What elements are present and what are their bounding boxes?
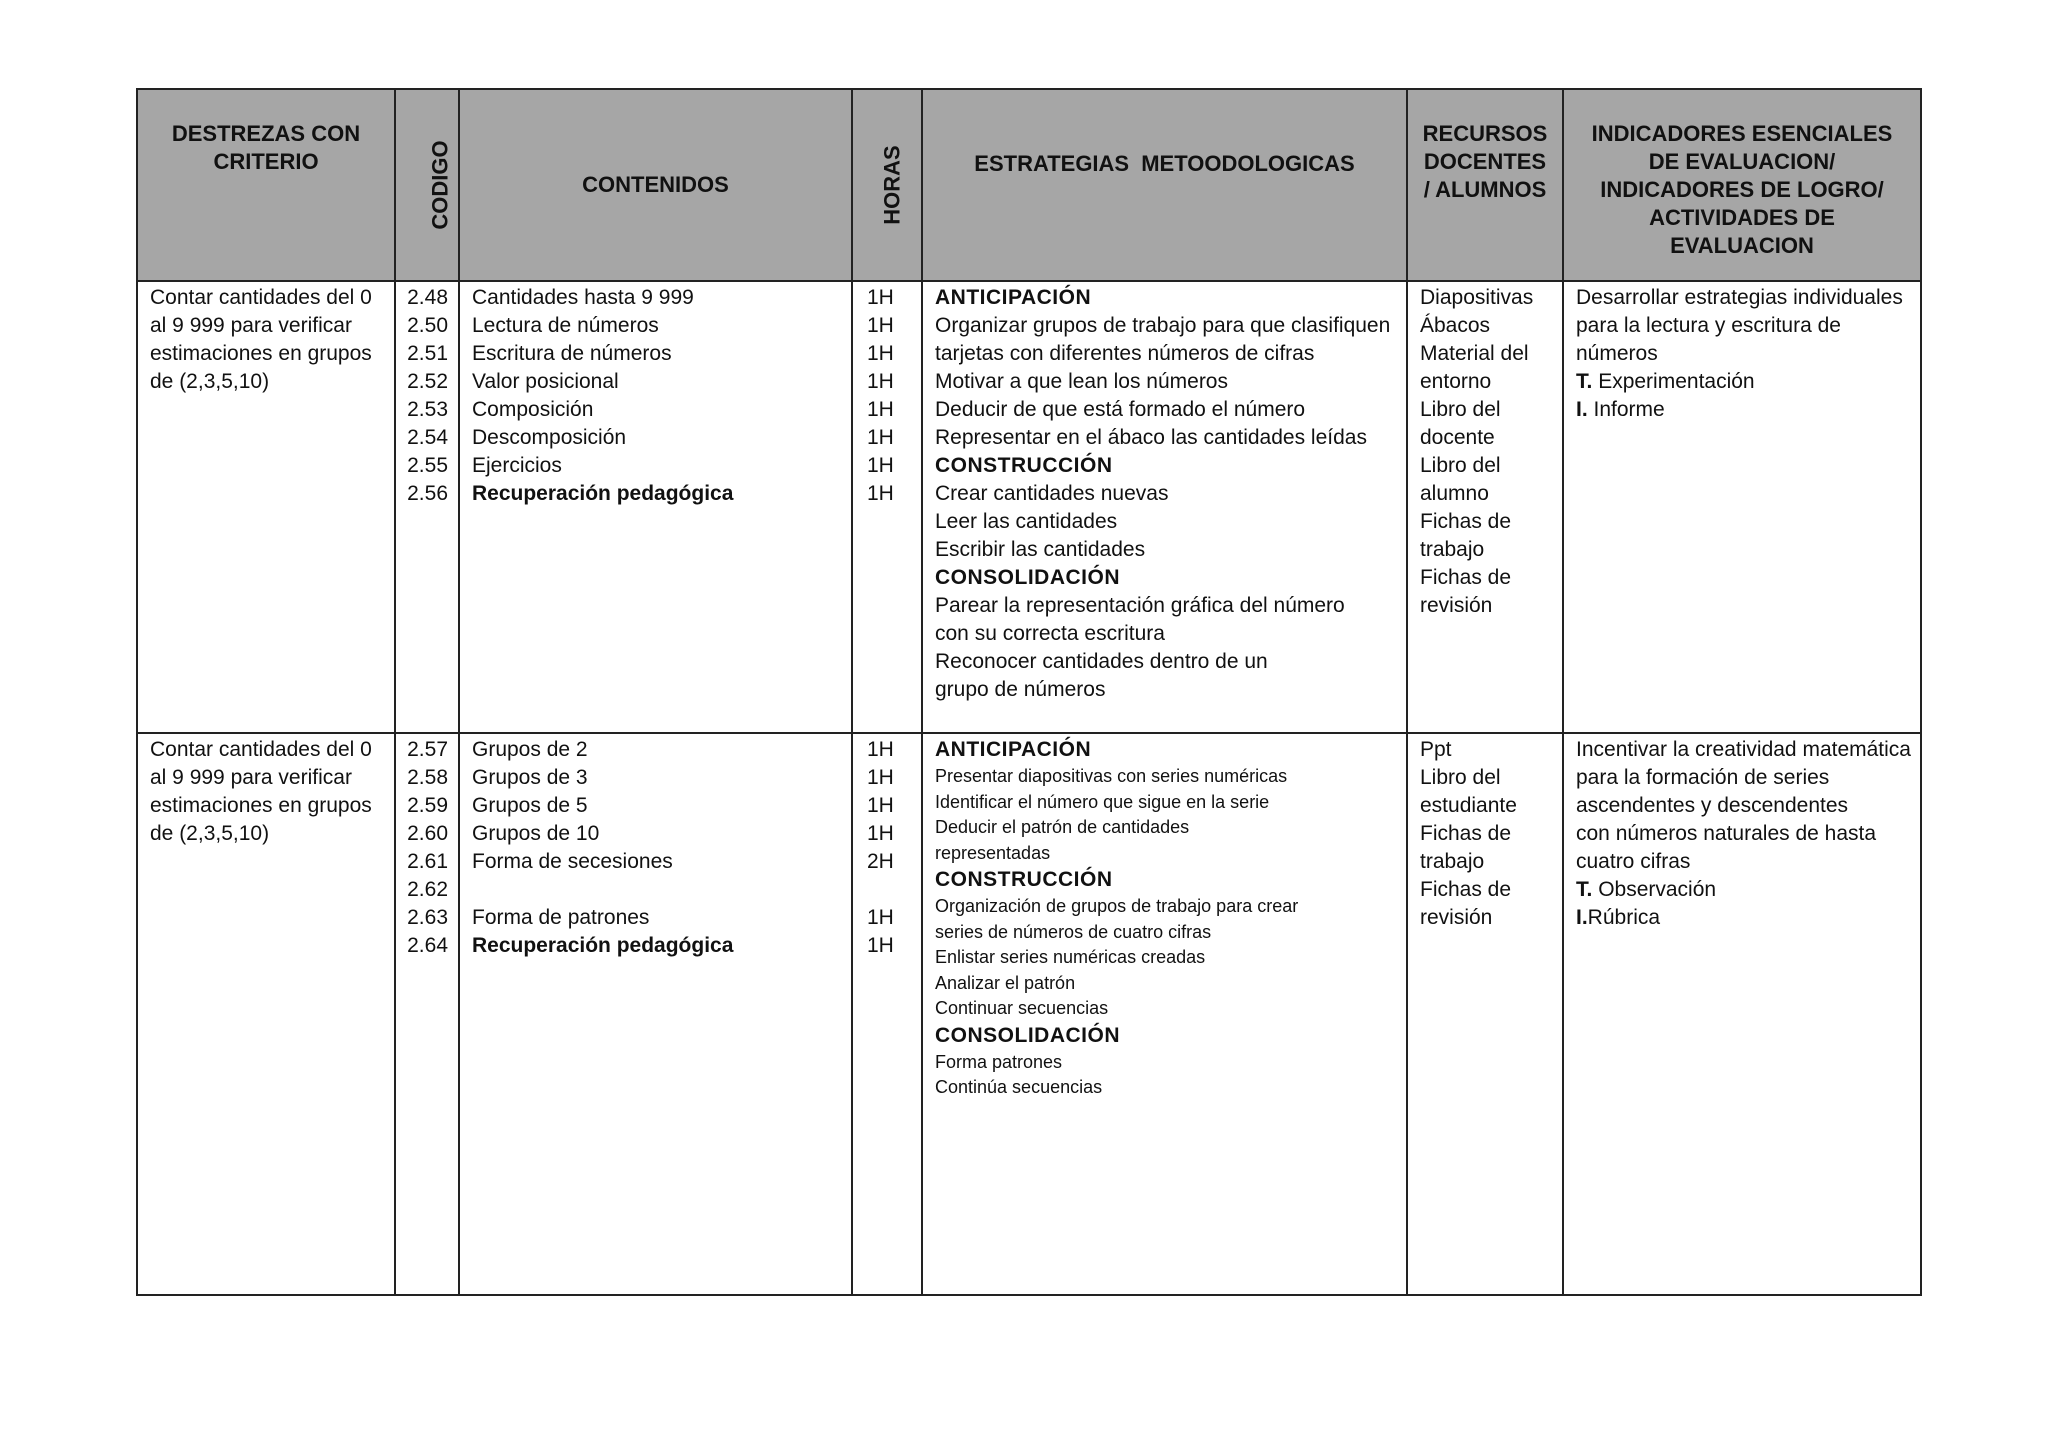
recursos-cell bbox=[1407, 281, 1563, 733]
horas-value: 1H bbox=[867, 342, 894, 365]
destrezas-line: al 9 999 para verificar bbox=[150, 766, 352, 789]
recurso-line: alumno bbox=[1420, 482, 1489, 505]
codigo-value: 2.52 bbox=[407, 370, 448, 393]
strategy-item: representadas bbox=[935, 842, 1051, 863]
strategy-item: Crear cantidades nuevas bbox=[935, 482, 1169, 505]
tecnica-label: T. bbox=[1576, 878, 1593, 901]
tecnica-value: Observación bbox=[1598, 878, 1717, 901]
destrezas-line: de (2,3,5,10) bbox=[150, 822, 270, 845]
recurso-line: docente bbox=[1420, 426, 1495, 449]
instrumento-label: I. bbox=[1576, 398, 1588, 421]
contenido-item: Descomposición bbox=[472, 426, 627, 449]
contenido-item: Composición bbox=[472, 398, 594, 421]
codigo-value: 2.54 bbox=[407, 426, 448, 449]
recurso-line: Libro del bbox=[1420, 766, 1501, 789]
destrezas-line: al 9 999 para verificar bbox=[150, 314, 352, 337]
recurso-line: trabajo bbox=[1420, 538, 1485, 561]
codigo-value: 2.50 bbox=[407, 314, 448, 337]
header-indicadores bbox=[1563, 89, 1921, 281]
header-estrategias-text: ESTRATEGIAS METOODOLOGICAS bbox=[974, 151, 1355, 176]
instrumento-label: I. bbox=[1576, 906, 1588, 929]
strategy-item: Organización de grupos de trabajo para crear bbox=[935, 896, 1299, 916]
codigo-value: 2.59 bbox=[407, 794, 448, 817]
horas-value: 1H bbox=[867, 822, 894, 845]
strategy-item: grupo de números bbox=[935, 678, 1106, 701]
contenido-item: Escritura de números bbox=[472, 342, 672, 365]
codigo-value: 2.55 bbox=[407, 454, 448, 477]
codigo-value: 2.61 bbox=[407, 850, 448, 873]
header-row bbox=[137, 89, 1921, 281]
horas-value: 1H bbox=[867, 906, 894, 929]
indicador-line: cuatro cifras bbox=[1576, 850, 1691, 873]
codigo-value: 2.57 bbox=[407, 738, 448, 761]
strategy-item: Motivar a que lean los números bbox=[935, 370, 1228, 393]
header-recursos bbox=[1407, 89, 1563, 281]
header-horas-text: HORAS bbox=[879, 145, 905, 225]
codigo-value: 2.62 bbox=[407, 878, 448, 901]
phase-consolidacion: CONSOLIDACIÓN bbox=[935, 566, 1120, 589]
strategy-item: Forma patrones bbox=[935, 1051, 1063, 1072]
contenido-item: Recuperación pedagógica bbox=[472, 934, 734, 957]
strategy-item: Leer las cantidades bbox=[935, 510, 1118, 533]
strategy-item: con su correcta escritura bbox=[935, 622, 1165, 645]
tecnica-line bbox=[1576, 368, 1908, 396]
contenido-item bbox=[472, 876, 839, 904]
instrumento-value: Rúbrica bbox=[1587, 906, 1661, 929]
destrezas-line: estimaciones en grupos bbox=[150, 794, 372, 817]
table-row bbox=[137, 281, 1921, 733]
recurso-line: Fichas de bbox=[1420, 510, 1512, 533]
phase-construccion: CONSTRUCCIÓN bbox=[935, 868, 1113, 891]
destrezas-line: Contar cantidades del 0 bbox=[150, 738, 372, 761]
horas-value: 1H bbox=[867, 738, 894, 761]
codigo-cell bbox=[395, 281, 459, 733]
indicador-line: Desarrollar estrategias individuales bbox=[1576, 286, 1903, 309]
strategy-item: Continuar secuencias bbox=[935, 998, 1109, 1018]
recurso-line: Fichas de bbox=[1420, 878, 1512, 901]
tecnica-line bbox=[1576, 876, 1908, 904]
indicador-line: números bbox=[1576, 342, 1658, 365]
estrategias-cell bbox=[922, 281, 1407, 733]
horas-value bbox=[867, 876, 909, 904]
strategy-item: series de números de cuatro cifras bbox=[935, 921, 1212, 942]
codigo-value: 2.60 bbox=[407, 822, 448, 845]
tecnica-value: Experimentación bbox=[1598, 370, 1755, 393]
header-destrezas-text: DESTREZAS CON CRITERIO bbox=[171, 121, 361, 174]
indicadores-cell bbox=[1563, 281, 1921, 733]
destrezas-line: estimaciones en grupos bbox=[150, 342, 372, 365]
recurso-line: Libro del bbox=[1420, 398, 1501, 421]
strategy-item: Parear la representación gráfica del número bbox=[935, 594, 1345, 617]
header-contenidos-text: CONTENIDOS bbox=[582, 172, 729, 197]
strategy-item: Presentar diapositivas con series numéricas bbox=[935, 766, 1288, 786]
recurso-line: revisión bbox=[1420, 594, 1493, 617]
recurso-line: entorno bbox=[1420, 370, 1492, 393]
strategy-item: Continúa secuencias bbox=[935, 1077, 1103, 1097]
contenido-item: Recuperación pedagógica bbox=[472, 482, 734, 505]
strategy-item: Representar en el ábaco las cantidades leídas bbox=[935, 426, 1367, 449]
strategy-item: Organizar grupos de trabajo para que clasifiquen bbox=[935, 314, 1391, 337]
horas-value: 1H bbox=[867, 314, 894, 337]
strategy-item: Escribir las cantidades bbox=[935, 538, 1146, 561]
table-row bbox=[137, 733, 1921, 1295]
horas-value: 1H bbox=[867, 286, 894, 309]
instrumento-line bbox=[1576, 396, 1908, 424]
codigo-value: 2.63 bbox=[407, 906, 448, 929]
recurso-line: Diapositivas bbox=[1420, 286, 1534, 309]
recurso-line: Material del bbox=[1420, 342, 1529, 365]
strategy-item: Analizar el patrón bbox=[935, 972, 1076, 993]
indicador-line: Incentivar la creatividad matemática bbox=[1576, 738, 1911, 761]
indicadores-cell bbox=[1563, 733, 1921, 1295]
header-estrategias bbox=[922, 89, 1407, 281]
horas-value: 1H bbox=[867, 766, 894, 789]
destrezas-line: de (2,3,5,10) bbox=[150, 370, 270, 393]
recurso-line: revisión bbox=[1420, 906, 1493, 929]
header-horas bbox=[852, 89, 922, 281]
header-destrezas bbox=[137, 89, 395, 281]
header-recursos-text: RECURSOS DOCENTES / ALUMNOS bbox=[1422, 121, 1548, 202]
phase-anticipacion: ANTICIPACIÓN bbox=[935, 738, 1092, 761]
destrezas-cell bbox=[137, 733, 395, 1295]
contenido-item: Ejercicios bbox=[472, 454, 562, 477]
codigo-cell bbox=[395, 733, 459, 1295]
contenido-item: Grupos de 5 bbox=[472, 794, 588, 817]
recurso-line: Ábacos bbox=[1420, 314, 1491, 337]
strategy-item: Identificar el número que sigue en la serie bbox=[935, 791, 1270, 812]
indicador-line: ascendentes y descendentes bbox=[1576, 794, 1849, 817]
recurso-line: Fichas de bbox=[1420, 566, 1512, 589]
horas-value: 2H bbox=[867, 850, 894, 873]
indicador-line: con números naturales de hasta bbox=[1576, 822, 1877, 845]
header-contenidos bbox=[459, 89, 852, 281]
horas-cell bbox=[852, 733, 922, 1295]
instrumento-line bbox=[1576, 904, 1908, 932]
destrezas-cell bbox=[137, 281, 395, 733]
recurso-line: Fichas de bbox=[1420, 822, 1512, 845]
header-codigo-text: CODIGO bbox=[427, 140, 453, 230]
contenido-item: Lectura de números bbox=[472, 314, 659, 337]
indicador-line: para la formación de series bbox=[1576, 766, 1830, 789]
header-codigo bbox=[395, 89, 459, 281]
header-indicadores-text: INDICADORES ESENCIALES DE EVALUACION/ INDICADORES DE LOGRO/ ACTIVIDADES DE EVALUACION bbox=[1591, 121, 1893, 258]
strategy-item: tarjetas con diferentes números de cifras bbox=[935, 342, 1315, 365]
horas-value: 1H bbox=[867, 482, 894, 505]
codigo-value: 2.53 bbox=[407, 398, 448, 421]
contenido-item: Cantidades hasta 9 999 bbox=[472, 286, 694, 309]
strategy-item: Deducir de que está formado el número bbox=[935, 398, 1306, 421]
horas-value: 1H bbox=[867, 398, 894, 421]
codigo-value: 2.51 bbox=[407, 342, 448, 365]
contenido-item: Grupos de 10 bbox=[472, 822, 600, 845]
horas-cell bbox=[852, 281, 922, 733]
recurso-line: trabajo bbox=[1420, 850, 1485, 873]
codigo-value: 2.56 bbox=[407, 482, 448, 505]
horas-value: 1H bbox=[867, 934, 894, 957]
contenidos-cell bbox=[459, 733, 852, 1295]
horas-value: 1H bbox=[867, 794, 894, 817]
contenido-item: Grupos de 2 bbox=[472, 738, 588, 761]
contenido-item: Valor posicional bbox=[472, 370, 619, 393]
strategy-item: Deducir el patrón de cantidades bbox=[935, 817, 1190, 837]
planning-table bbox=[136, 88, 1922, 1296]
codigo-value: 2.58 bbox=[407, 766, 448, 789]
recurso-line: estudiante bbox=[1420, 794, 1517, 817]
recurso-line: Ppt bbox=[1420, 738, 1452, 761]
contenido-item: Forma de patrones bbox=[472, 906, 650, 929]
recursos-cell bbox=[1407, 733, 1563, 1295]
instrumento-value: Informe bbox=[1593, 398, 1665, 421]
contenidos-cell bbox=[459, 281, 852, 733]
contenido-item: Grupos de 3 bbox=[472, 766, 588, 789]
destrezas-line: Contar cantidades del 0 bbox=[150, 286, 372, 309]
estrategias-cell bbox=[922, 733, 1407, 1295]
phase-construccion: CONSTRUCCIÓN bbox=[935, 454, 1113, 477]
horas-value: 1H bbox=[867, 426, 894, 449]
horas-value: 1H bbox=[867, 454, 894, 477]
tecnica-label: T. bbox=[1576, 370, 1593, 393]
recurso-line: Libro del bbox=[1420, 454, 1501, 477]
strategy-item: Enlistar series numéricas creadas bbox=[935, 947, 1206, 967]
codigo-value: 2.64 bbox=[407, 934, 448, 957]
indicador-line: para la lectura y escritura de bbox=[1576, 314, 1841, 337]
horas-value: 1H bbox=[867, 370, 894, 393]
phase-anticipacion: ANTICIPACIÓN bbox=[935, 286, 1092, 309]
strategy-item: Reconocer cantidades dentro de un bbox=[935, 650, 1268, 673]
contenido-item: Forma de secesiones bbox=[472, 850, 673, 873]
codigo-value: 2.48 bbox=[407, 286, 448, 309]
phase-consolidacion: CONSOLIDACIÓN bbox=[935, 1023, 1120, 1047]
